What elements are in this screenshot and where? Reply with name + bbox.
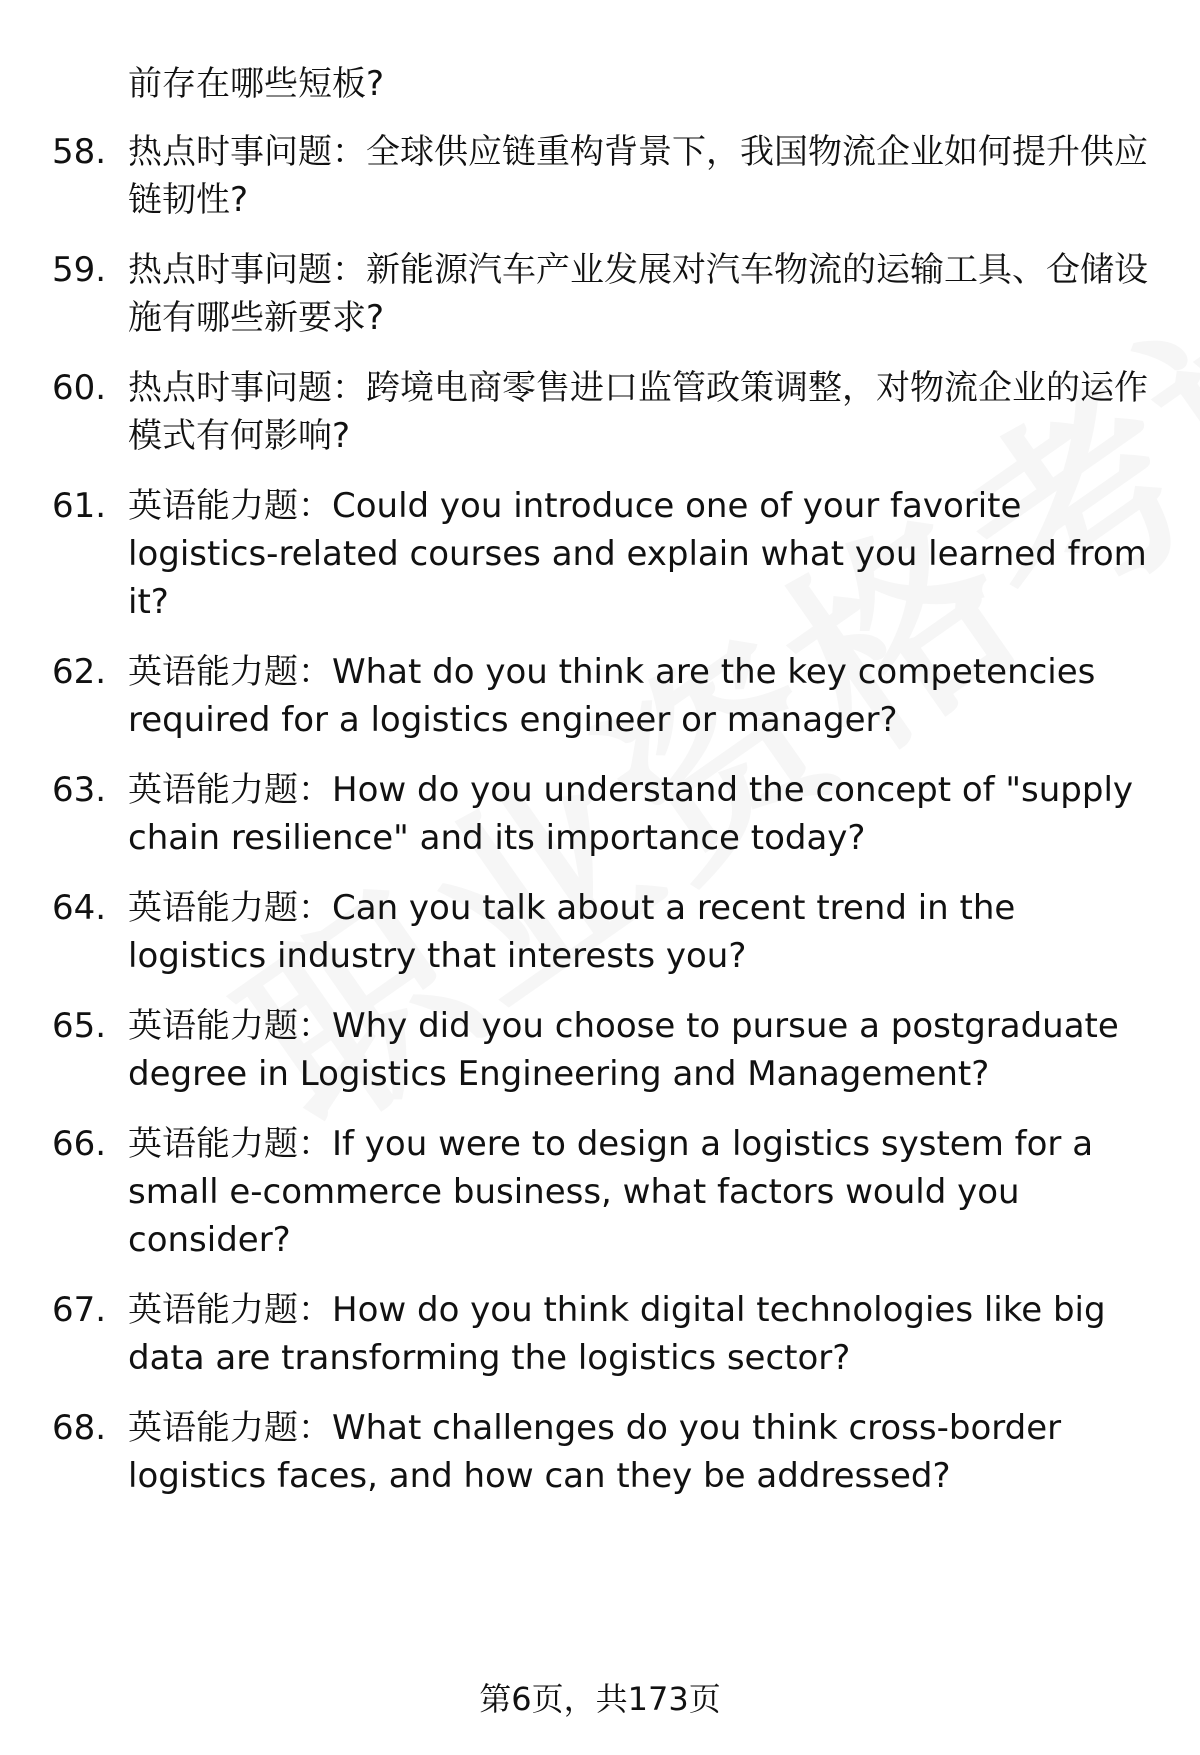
question-number: 58. xyxy=(52,132,107,172)
question-label: 热点时事问题： xyxy=(128,132,366,172)
question-number: 68. xyxy=(52,1408,107,1448)
question-body: What challenges do you think cross-border logistics faces, and how can they be addressed? xyxy=(128,1408,1062,1496)
question-item xyxy=(52,1120,1162,1264)
question-item xyxy=(52,482,1162,626)
question-item xyxy=(52,128,1162,224)
question-label: 英语能力题： xyxy=(128,888,332,928)
question-text xyxy=(128,884,1162,980)
question-item xyxy=(52,1404,1162,1500)
question-number: 67. xyxy=(52,1290,107,1330)
question-text xyxy=(128,364,1162,460)
question-body: What do you think are the key competencies required for a logistics engineer or manager? xyxy=(128,652,1096,740)
question-label: 热点时事问题： xyxy=(128,368,366,408)
question-body: 跨境电商零售进口监管政策调整，对物流企业的运作模式有何影响? xyxy=(128,368,1148,456)
question-item xyxy=(52,1286,1162,1382)
question-number: 65. xyxy=(52,1006,107,1046)
question-label: 英语能力题： xyxy=(128,652,332,692)
question-item xyxy=(52,884,1162,980)
question-number: 64. xyxy=(52,888,107,928)
question-body: Could you introduce one of your favorite logistics-related courses and explain what you learned from it? xyxy=(128,486,1147,622)
question-body: How do you understand the concept of "supply chain resilience" and its importance today? xyxy=(128,770,1134,858)
question-label: 英语能力题： xyxy=(128,770,332,810)
question-text xyxy=(128,482,1162,626)
question-body: Can you talk about a recent trend in the logistics industry that interests you? xyxy=(128,888,1016,976)
question-number: 59. xyxy=(52,250,107,290)
question-item xyxy=(52,1002,1162,1098)
continued-text: 前存在哪些短板? xyxy=(128,64,385,104)
question-label: 热点时事问题： xyxy=(128,250,366,290)
question-text xyxy=(128,648,1162,744)
question-number: 62. xyxy=(52,652,107,692)
question-body: Why did you choose to pursue a postgraduate degree in Logistics Engineering and Management? xyxy=(128,1006,1119,1094)
question-text xyxy=(128,1404,1162,1500)
question-number: 60. xyxy=(52,368,107,408)
question-item xyxy=(52,766,1162,862)
question-body: How do you think digital technologies like big data are transforming the logistics sector? xyxy=(128,1290,1106,1378)
question-body: If you were to design a logistics system for a small e-commerce business, what factors would you consider? xyxy=(128,1124,1094,1260)
question-label: 英语能力题： xyxy=(128,1124,332,1164)
question-label: 英语能力题： xyxy=(128,1006,332,1046)
question-number: 63. xyxy=(52,770,107,810)
question-body: 全球供应链重构背景下，我国物流企业如何提升供应链韧性? xyxy=(128,132,1148,220)
question-text xyxy=(128,1002,1162,1098)
page-footer: 第6页，共173页 xyxy=(479,1680,721,1718)
question-text xyxy=(128,128,1162,224)
question-text xyxy=(128,1120,1162,1264)
question-text xyxy=(128,766,1162,862)
question-text xyxy=(128,246,1162,342)
question-item xyxy=(52,246,1162,342)
question-text xyxy=(128,1286,1162,1382)
question-number: 66. xyxy=(52,1124,107,1164)
question-item xyxy=(52,364,1162,460)
question-label: 英语能力题： xyxy=(128,1408,332,1448)
question-label: 英语能力题： xyxy=(128,486,332,526)
question-number: 61. xyxy=(52,486,107,526)
question-body: 新能源汽车产业发展对汽车物流的运输工具、仓储设施有哪些新要求? xyxy=(128,250,1148,338)
question-item xyxy=(52,648,1162,744)
question-label: 英语能力题： xyxy=(128,1290,332,1330)
